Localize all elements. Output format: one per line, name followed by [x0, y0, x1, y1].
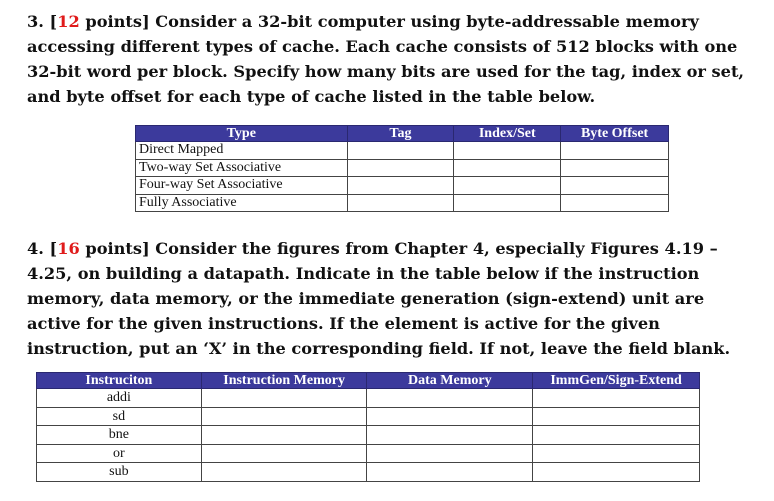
tag-cell[interactable]	[347, 142, 454, 160]
table-row	[136, 194, 669, 212]
cache-table-header	[136, 126, 669, 142]
q3-points: 12	[57, 12, 80, 31]
table-row	[37, 444, 700, 463]
row-label: sd	[37, 407, 202, 426]
table-row	[37, 463, 700, 482]
q4-number: 4. [	[27, 239, 58, 258]
immgen-cell[interactable]	[533, 463, 700, 482]
table-row	[136, 159, 669, 177]
question-3	[27, 9, 749, 109]
col-byte-offset: Byte Offset	[561, 126, 669, 142]
cache-table	[135, 125, 669, 212]
col-instruction: Instruciton	[37, 373, 202, 389]
col-immgen: ImmGen/Sign-Extend	[533, 373, 700, 389]
table-row	[136, 177, 669, 195]
data-mem-cell[interactable]	[367, 407, 533, 426]
index-cell[interactable]	[454, 142, 561, 160]
table-row	[37, 389, 700, 408]
q3-text: points] Consider a 32-bit computer using byte-addressable memory accessing different types of cache. Each cache consists of 512 blocks with one 32-bit word per block. Specify how many bits are used for the tag, index or set, and byte offset for each type of cache listed in the table below.	[27, 12, 745, 106]
col-index-set: Index/Set	[454, 126, 561, 142]
row-label: Direct Mapped	[136, 142, 348, 160]
offset-cell[interactable]	[561, 177, 669, 195]
immgen-cell[interactable]	[533, 407, 700, 426]
datapath-table-header	[37, 373, 700, 389]
question-4	[27, 236, 749, 361]
col-type: Type	[136, 126, 348, 142]
row-label: Two-way Set Associative	[136, 159, 348, 177]
immgen-cell[interactable]	[533, 444, 700, 463]
instr-mem-cell[interactable]	[201, 463, 367, 482]
row-label: or	[37, 444, 202, 463]
col-data-memory: Data Memory	[367, 373, 533, 389]
instr-mem-cell[interactable]	[201, 426, 367, 445]
data-mem-cell[interactable]	[367, 444, 533, 463]
immgen-cell[interactable]	[533, 389, 700, 408]
table-row	[37, 407, 700, 426]
offset-cell[interactable]	[561, 142, 669, 160]
index-cell[interactable]	[454, 177, 561, 195]
datapath-table	[36, 372, 700, 482]
q4-text: points] Consider the figures from Chapter 4, especially Figures 4.19 – 4.25, on building a datapath. Indicate in the table below if the instruction memory, data memory, or the immediate generation (sign-extend) unit are active for the given instructions. If the element is active for the given instruction, put an ‘X’ in the corresponding field. If not, leave the field blank.	[27, 239, 731, 358]
instr-mem-cell[interactable]	[201, 407, 367, 426]
q3-number: 3. [	[27, 12, 58, 31]
index-cell[interactable]	[454, 159, 561, 177]
table-row	[37, 426, 700, 445]
index-cell[interactable]	[454, 194, 561, 212]
table-row	[136, 142, 669, 160]
tag-cell[interactable]	[347, 177, 454, 195]
data-mem-cell[interactable]	[367, 463, 533, 482]
row-label: Four-way Set Associative	[136, 177, 348, 195]
row-label: sub	[37, 463, 202, 482]
col-instruction-memory: Instruction Memory	[201, 373, 367, 389]
data-mem-cell[interactable]	[367, 426, 533, 445]
q4-points: 16	[57, 239, 80, 258]
row-label: Fully Associative	[136, 194, 348, 212]
offset-cell[interactable]	[561, 159, 669, 177]
instr-mem-cell[interactable]	[201, 444, 367, 463]
col-tag: Tag	[347, 126, 454, 142]
tag-cell[interactable]	[347, 159, 454, 177]
data-mem-cell[interactable]	[367, 389, 533, 408]
row-label: addi	[37, 389, 202, 408]
immgen-cell[interactable]	[533, 426, 700, 445]
row-label: bne	[37, 426, 202, 445]
instr-mem-cell[interactable]	[201, 389, 367, 408]
offset-cell[interactable]	[561, 194, 669, 212]
tag-cell[interactable]	[347, 194, 454, 212]
